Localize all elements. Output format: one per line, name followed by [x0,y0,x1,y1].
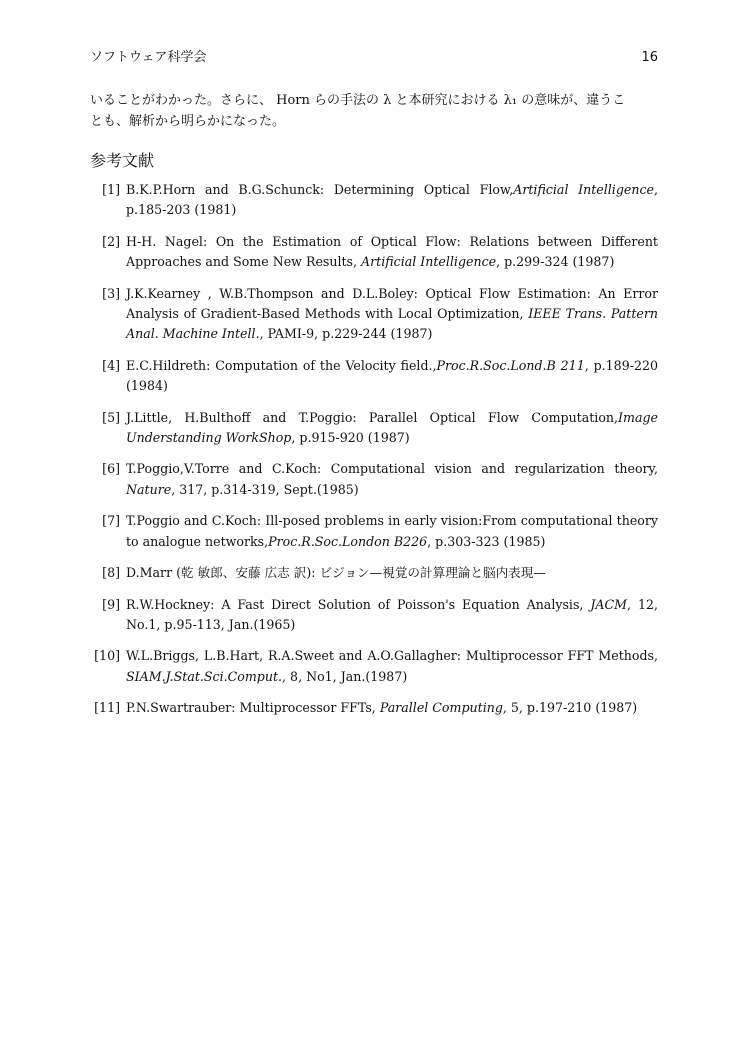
page-header [90,46,658,68]
reference-number: [6] [102,461,120,477]
reference-source: Image Understanding WorkShop [126,409,658,446]
reference-source: IEEE Trans. Pattern Anal. Machine Intell. [126,306,658,342]
reference-text [126,232,658,273]
reference-details: , 317, p.314-319, Sept.(1985) [171,481,359,497]
reference-source: SIAM.J.Stat.Sci.Comput. [126,668,283,684]
reference-details: , p.915-920 (1987) [291,430,410,446]
reference-main: J.K.Kearney , W.B.Thompson and D.L.Boley: Optical Flow Estimation: An Error Analysis of Gradient-Based Methods with Local Optimization, [126,285,658,322]
journal-name: ソフトウェア科学会 [90,50,207,65]
reference-main: T.Poggio,V.Torre and C.Koch: Computational vision and regularization theory, [126,461,658,477]
page-number: 16 [641,50,658,65]
reference-main: D.Marr (乾 敏郎、安藤 広志 訳): ビジョン—視覚の計算理論と脳内表現— [126,565,546,581]
reference-text [126,408,658,449]
reference-list [90,180,658,730]
reference-main: J.Little, H.Bulthoff and T.Poggio: Parallel Optical Flow Computation, [126,409,619,425]
reference-number: [1] [102,182,120,197]
reference-item [90,408,658,449]
reference-source: Artificial Intelligence [361,254,497,270]
reference-text [126,356,658,397]
intro-paragraph [90,90,658,132]
reference-details: , 8, No1, Jan.(1987) [282,668,408,684]
reference-text [126,180,658,221]
reference-main: R.W.Hockney: A Fast Direct Solution of Poisson's Equation Analysis, [126,596,591,612]
reference-main: P.N.Swartrauber: Multiprocessor FFTs, [126,700,380,716]
reference-number: [11] [94,700,120,716]
reference-number: [3] [102,285,120,301]
reference-source: Proc.R.Soc.London B226 [268,533,428,549]
reference-number: [7] [102,513,120,529]
reference-source: Nature [126,481,172,497]
reference-details: , 5, p.197-210 (1987) [502,700,638,716]
reference-source: JACM [590,596,628,612]
reference-item [90,595,658,636]
reference-details: , p.299-324 (1987) [496,254,615,270]
reference-details: , p.303-323 (1985) [427,533,546,549]
reference-text [126,646,658,687]
reference-main: B.K.P.Horn and B.G.Schunck: Determining Optical Flow, [126,182,514,197]
reference-number: [5] [102,409,120,425]
reference-item [90,356,658,397]
section-title: 参考文献 [90,151,155,170]
reference-number: [4] [102,357,120,373]
reference-source: Proc.R.Soc.Lond.B 211 [436,357,585,373]
reference-item [90,563,658,583]
reference-item [90,646,658,687]
reference-text [126,595,658,636]
reference-main: W.L.Briggs, L.B.Hart, R.A.Sweet and A.O.Gallagher: Multiprocessor FFT Methods, [126,648,658,664]
reference-text [126,698,658,718]
reference-source: Parallel Computing [379,700,503,716]
reference-text [126,511,658,552]
reference-main: T.Poggio and C.Koch: Ill-posed problems in early vision:From computational theory to analogue networks, [126,513,658,549]
reference-text [126,459,658,500]
reference-text [126,563,658,583]
reference-item [90,459,658,500]
reference-number: [10] [94,648,120,664]
reference-item [90,698,658,718]
reference-item [90,180,658,221]
reference-number: [8] [102,565,120,581]
reference-details: , 12, No.1, p.95-113, Jan.(1965) [126,596,658,632]
reference-details: , p.189-220 (1984) [126,357,658,394]
reference-item [90,232,658,273]
reference-item [90,511,658,552]
reference-source: Artificial Intelligence [513,182,654,197]
reference-text [126,284,658,345]
reference-details: , p.185-203 (1981) [126,182,658,218]
reference-number: [9] [102,596,120,612]
reference-main: H-H. Nagel: On the Estimation of Optical Flow: Relations between Different Approaches and Some New Results, [126,233,658,270]
reference-number: [2] [102,233,120,249]
reference-details: , PAMI-9, p.229-244 (1987) [259,326,433,342]
intro-line: いることがわかった。さらに、 Horn らの手法の λ と本研究における λ₁ の意味が、違うこ [90,93,626,108]
reference-main: E.C.Hildreth: Computation of the Velocity field., [126,357,437,373]
intro-line: とも、解析から明らかになった。 [90,114,286,129]
reference-item [90,284,658,345]
